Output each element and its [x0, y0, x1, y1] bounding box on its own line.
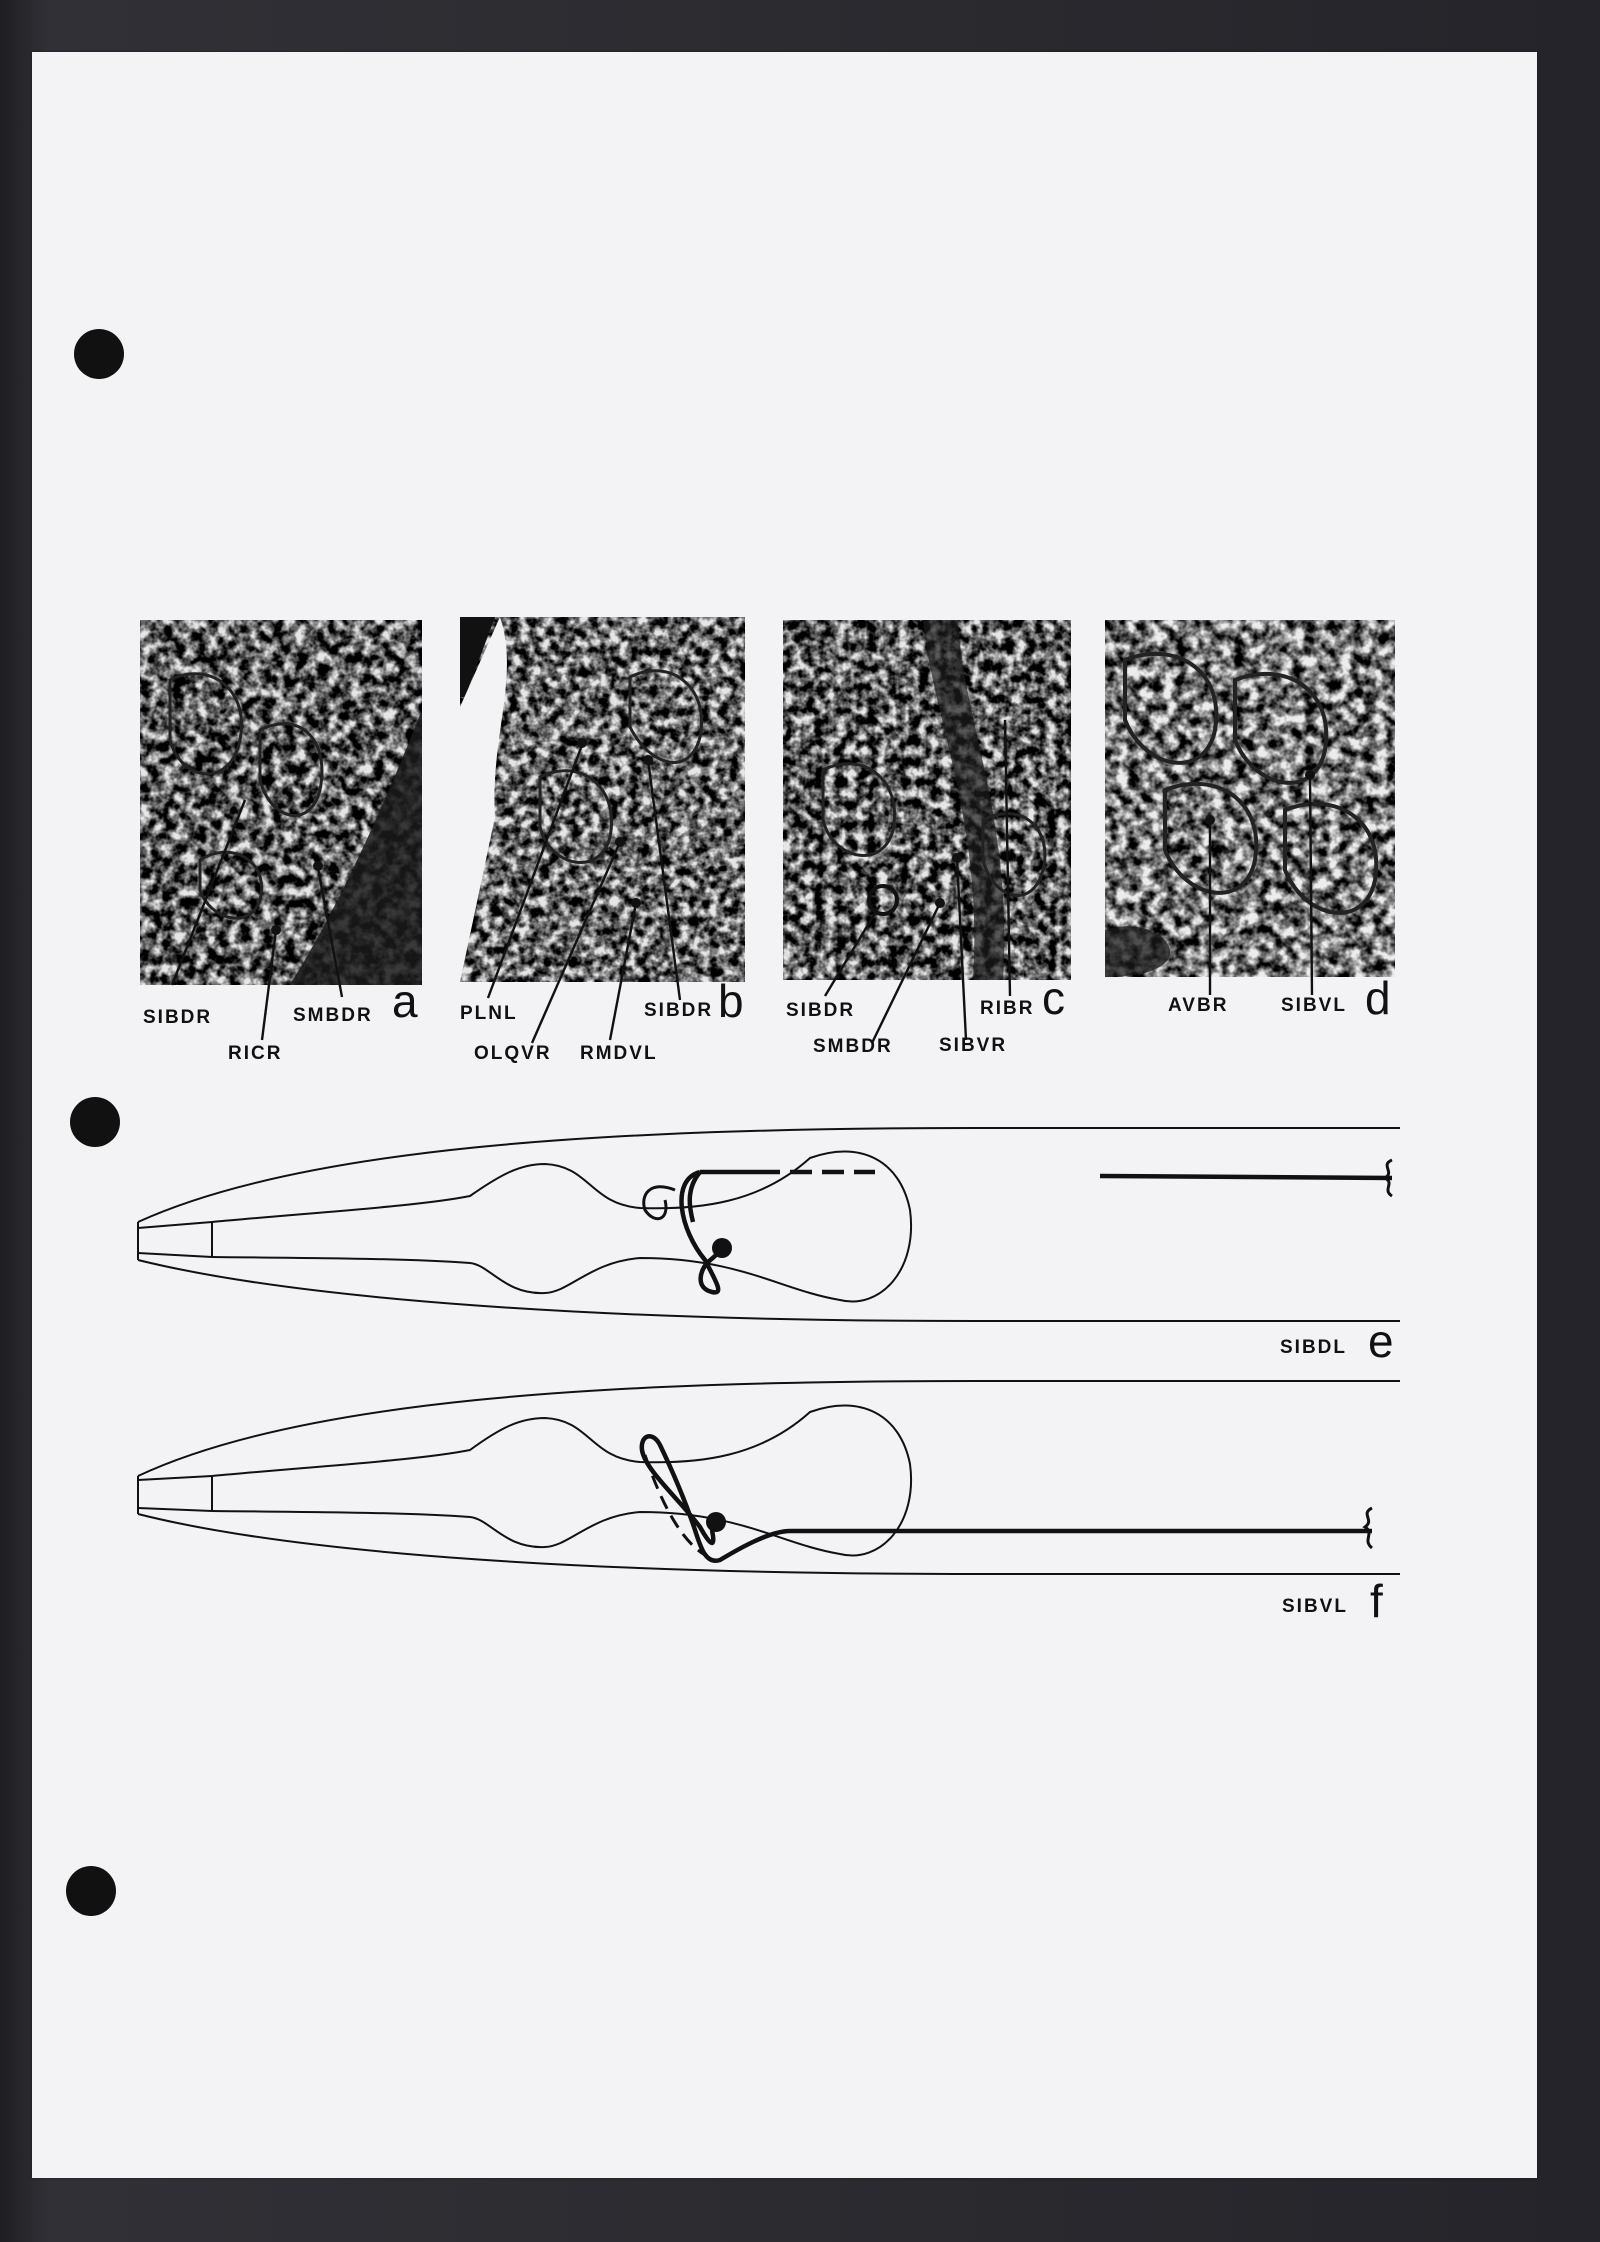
label-d-sibvl: SIBVL: [1281, 995, 1347, 1016]
label-b-sibdr: SIBDR: [644, 1000, 714, 1021]
panel-letter-a: a: [392, 975, 418, 1027]
label-c-ribr: RIBR: [980, 998, 1035, 1019]
micrograph-b: [460, 617, 745, 982]
micrograph-c: [783, 620, 1071, 980]
diagram-f-neuron-label: SIBVL: [1282, 1596, 1348, 1617]
label-c-sibdr: SIBDR: [786, 1000, 856, 1021]
punch-hole-bottom: [66, 1866, 116, 1916]
punch-hole-top: [74, 329, 124, 379]
panel-letter-d: d: [1365, 972, 1391, 1024]
paper-sheet: [32, 52, 1537, 2178]
label-b-plnl: PLNL: [460, 1003, 518, 1024]
micrograph-d: [1105, 620, 1395, 977]
label-a-smbdr: SMBDR: [293, 1005, 373, 1026]
diagram-e-neuron-label: SIBDL: [1280, 1337, 1347, 1358]
panel-letter-e: e: [1368, 1315, 1394, 1367]
panel-letter-b: b: [718, 975, 744, 1027]
micrograph-a: [140, 620, 422, 985]
label-b-olqvr: OLQVR: [474, 1043, 552, 1064]
label-c-sibvr: SIBVR: [939, 1035, 1008, 1056]
panel-letter-c: c: [1042, 972, 1065, 1024]
label-b-rmdvl: RMDVL: [580, 1043, 658, 1064]
label-c-smbdr: SMBDR: [813, 1036, 893, 1057]
label-a-sibdr: SIBDR: [143, 1007, 213, 1028]
label-d-avbr: AVBR: [1168, 995, 1229, 1016]
label-a-ricr: RICR: [228, 1043, 283, 1064]
panel-letter-f: f: [1370, 1575, 1383, 1627]
punch-hole-middle: [70, 1097, 120, 1147]
